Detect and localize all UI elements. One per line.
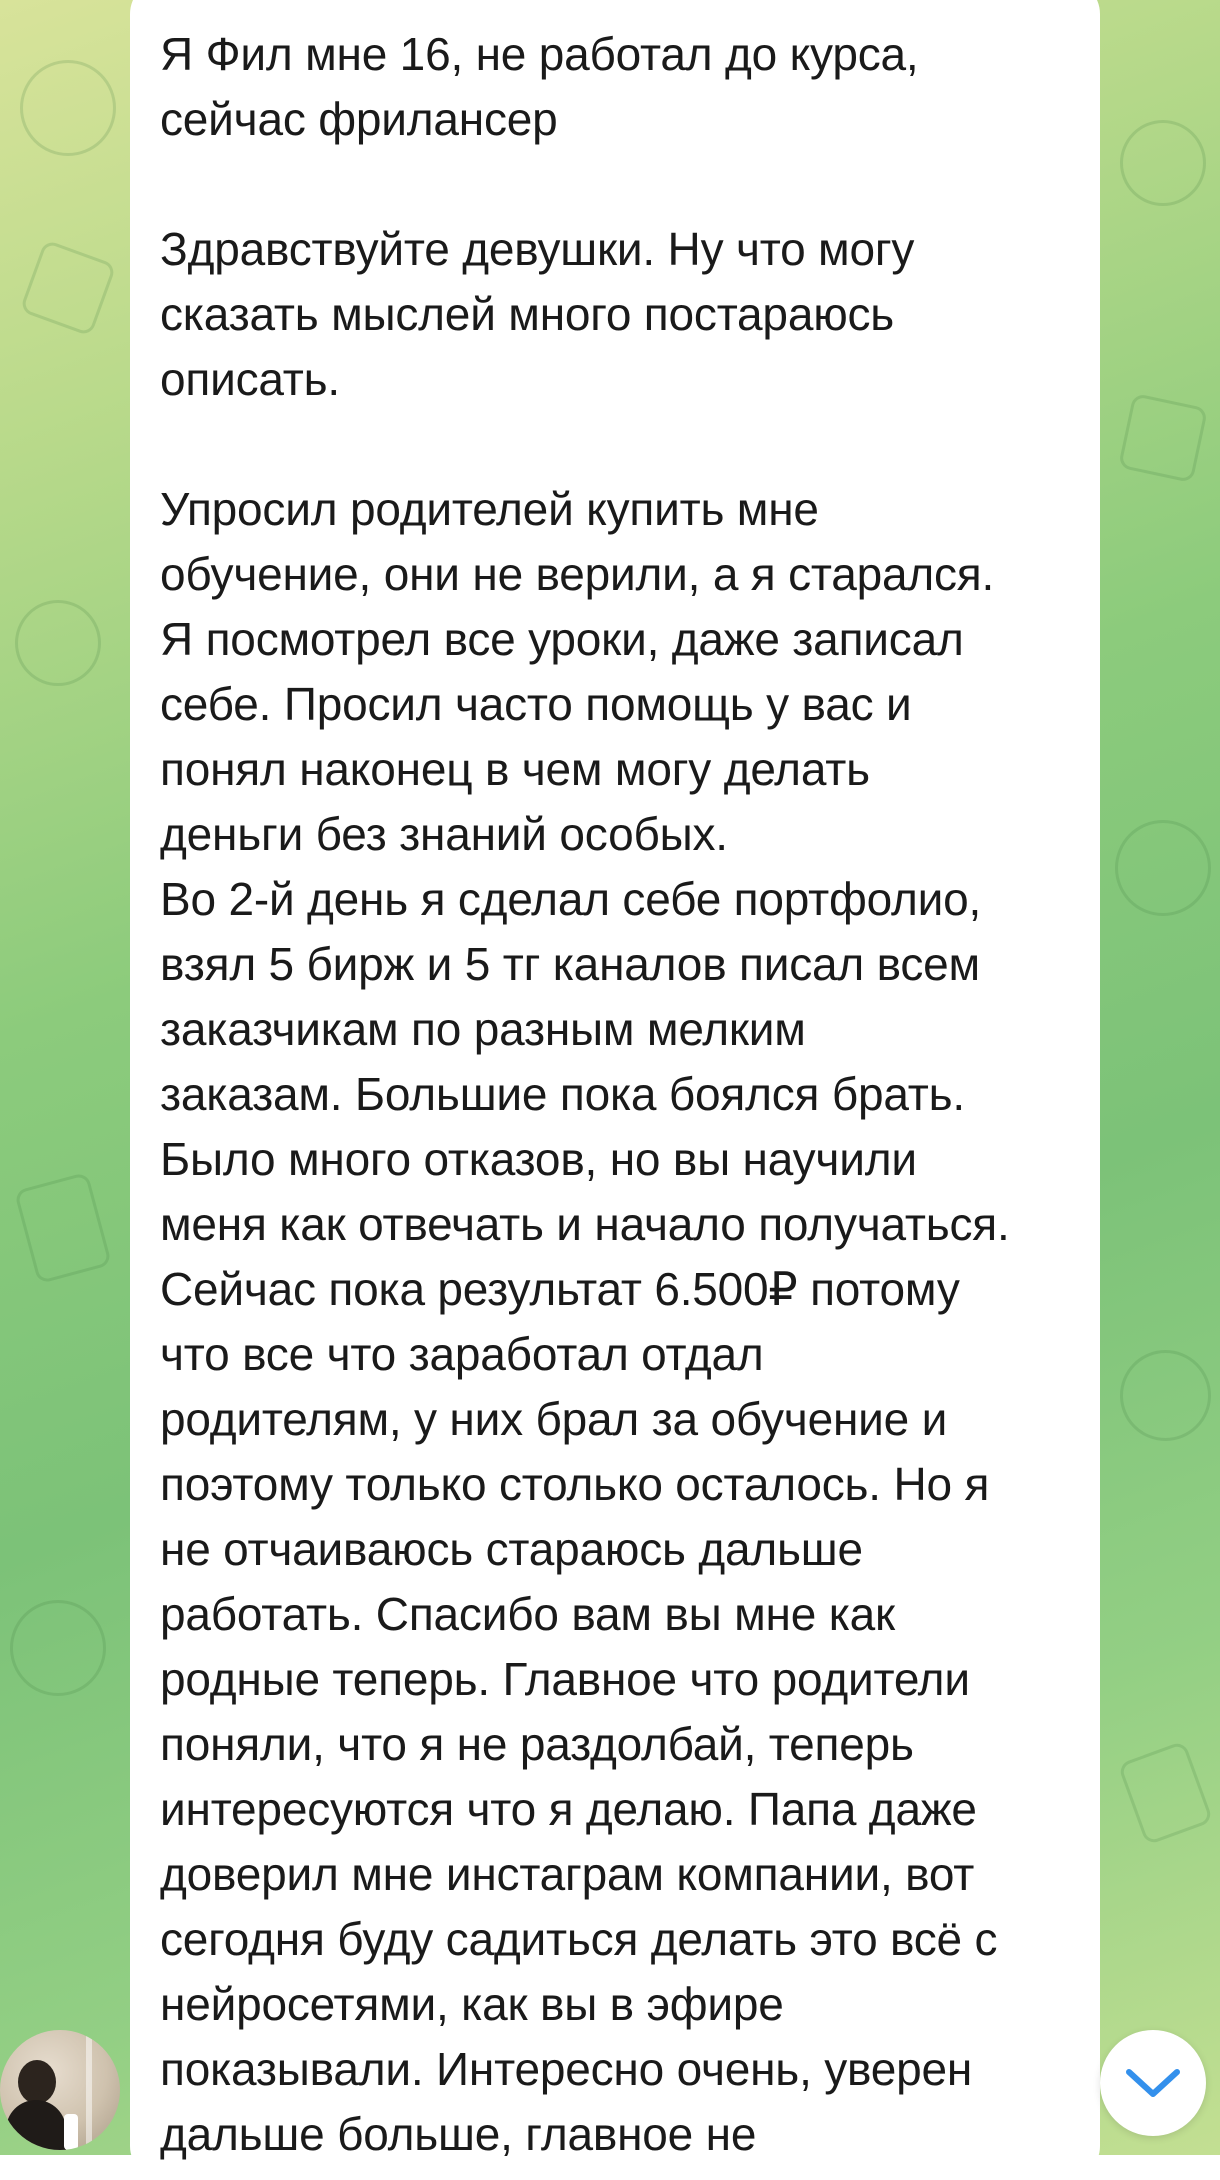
doodle-decoration [1118,393,1208,483]
doodle-decoration [1115,820,1211,916]
doodle-decoration [15,600,101,686]
doodle-decoration [1120,1350,1211,1441]
avatar-photo-detail [6,2100,66,2150]
message-text: Я Фил мне 16, не работал до курса, сейчас фрилансер Здравствуйте девушки. Ну что могу сказать мыслей много постараюсь описать. Упросил родителей купить мне обучение, они не верили, а я старался. Я посмотрел все уроки, даже записал себе. Просил часто помощь у вас и понял наконец в чем могу делать деньги без знаний особых. Во 2-й день я сделал себе портфолио, взял 5 бирж и 5 тг каналов писал всем заказчикам по разным мелким заказам. Большие пока боялся брать. Было много отказов, но вы научили меня как отвечать и начало получаться. Сейчас пока результат 6.500₽ потому что все что заработал отдал родителям, у них брал за обучение и поэтому только столько осталось. Но я не отчаиваюсь стараюсь дальше работать. Спасибо вам вы мне как родные теперь. Главное что родители поняли, что я не раздолбай, теперь интересуются что я делаю. Папа даже доверил мне инстаграм компании, вот сегодня буду садиться делать это всё с нейросетями, как вы в эфире показывали. Интересно очень, уверен дальше больше, главное не [160,28,1010,2160]
doodle-decoration [14,1172,112,1284]
chevron-down-icon [1123,2066,1183,2100]
scroll-down-button[interactable] [1100,2030,1206,2136]
message-bubble[interactable] [130,0,1100,2180]
doodle-decoration [19,239,116,336]
sender-avatar[interactable] [0,2030,120,2150]
avatar-photo-detail [18,2060,56,2104]
avatar-photo-detail [64,2114,78,2150]
doodle-decoration [1117,1740,1213,1845]
doodle-decoration [1120,120,1206,206]
doodle-decoration [10,1600,106,1696]
avatar-photo-detail [86,2030,92,2150]
doodle-decoration [20,60,116,156]
